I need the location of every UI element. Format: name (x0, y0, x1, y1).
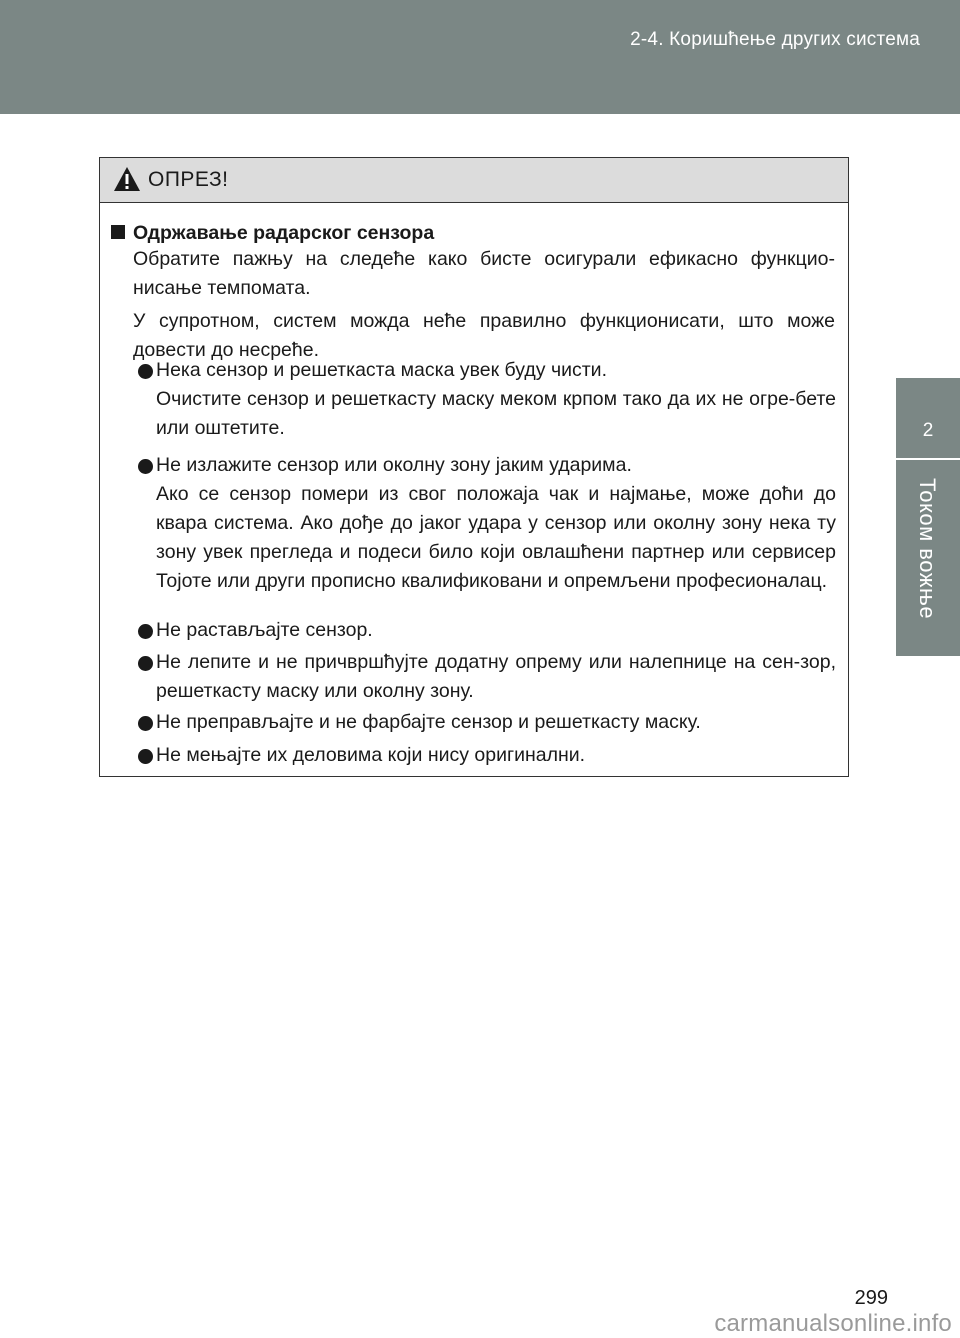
page-number: 299 (854, 1287, 888, 1309)
square-bullet-icon (111, 225, 125, 239)
bullet-dot-icon (138, 716, 153, 731)
bullet-dot-icon (138, 749, 153, 764)
intro-paragraph-1: Обратите пажњу на следеће како бисте осигурали ефикасно функцио-нисање темпомата. (133, 248, 835, 299)
warning-triangle-icon (113, 166, 141, 192)
maintenance-heading: Одржавање радарског сензора (133, 222, 435, 244)
bullet-item-2-detail: Ако се сензор помери из свог положаја чак и најмање, може доћи до квара система. Ако дође до јаког удара у сензор или околну зону нека ту зону увек прегледа и подеси било који овлашћени партнер или сервисер Тојоте или други прописно квалификовани и опремљени професионалац. (156, 483, 836, 592)
side-tab-divider (896, 458, 960, 460)
chapter-title: Током вожње (915, 478, 940, 620)
section-title: 2-4. Коришћење других система (630, 29, 920, 50)
chapter-number: 2 (922, 420, 934, 441)
header-band (0, 0, 960, 114)
bullet-item-5: Не преправљајте и не фарбајте сензор и решеткасту маску. (156, 711, 701, 733)
bullet-dot-icon (138, 364, 153, 379)
bullet-dot-icon (138, 459, 153, 474)
chapter-side-tab (896, 378, 960, 656)
caution-box (99, 157, 849, 777)
bullet-item-6: Не мењајте их деловима који нису оригинални. (156, 744, 586, 766)
caution-header (100, 158, 848, 203)
watermark: carmanualsonline.info (714, 1310, 952, 1337)
caution-title: ОПРЕЗ! (148, 168, 229, 191)
bullet-item-1: Нека сензор и решеткаста маска увек буду чисти. (156, 359, 607, 381)
bullet-item-4: Не лепите и не причвршћујте додатну опрему или налепнице на сен-зор, решеткасту маску или околну зону. (156, 651, 836, 702)
bullet-item-3: Не растављајте сензор. (156, 619, 373, 641)
intro-paragraph-2: У супротном, систем можда неће правилно функционисати, што може довести до несреће. (133, 310, 835, 361)
bullet-dot-icon (138, 624, 153, 639)
bullet-dot-icon (138, 656, 153, 671)
bullet-item-2: Не излажите сензор или околну зону јаким ударима. (156, 454, 632, 476)
bullet-item-1-detail: Очистите сензор и решеткасту маску меком крпом тако да их не огре-бете или оштетите. (156, 388, 836, 439)
